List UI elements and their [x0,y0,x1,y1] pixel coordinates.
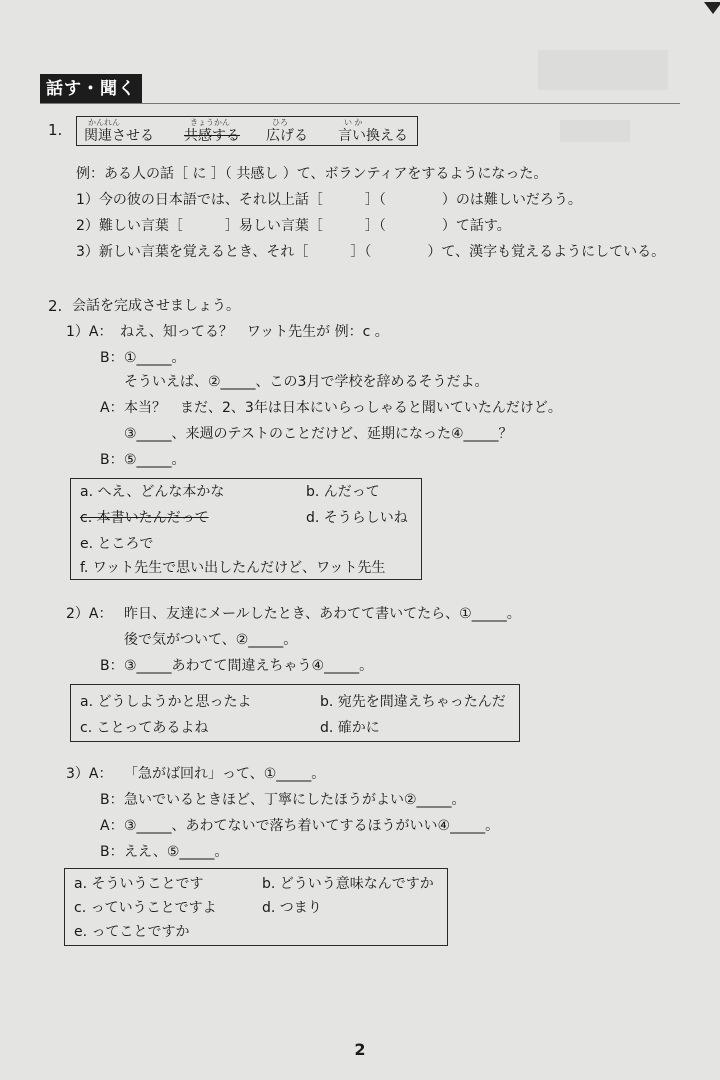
q1-item: 3）新しい言葉を覚えるとき、それ［ ］（ ）て、漢字も覚えるようにしている。 [76,244,666,260]
choice-option: d. つまり [262,900,322,916]
q1-item: 1）今の彼の日本語では、それ以上話［ ］（ ）のは難しいだろう。 [76,192,582,208]
d2-line: 後で気がついて、②_____。 [124,632,298,648]
word-reading: きょうかん [190,118,230,127]
word-choice: 広げる [266,128,308,144]
d3-line: ええ、⑤_____。 [124,844,229,860]
d1-line: ねえ、知ってる？ ワット先生が 例：c 。 [120,324,389,340]
choice-option: e. ってことですか [74,924,190,940]
section-header: 話す・聞く [40,74,142,104]
q1-item: 2）難しい言葉［ ］易しい言葉［ ］（ ）て話す。 [76,218,511,234]
d1-line: ③_____、来週のテストのことだけど、延期になった④_____？ [124,426,513,442]
d1-speaker: 1）A： [66,324,113,340]
choice-option: a. そういうことです [74,876,204,892]
d1-speaker: A： [100,400,124,416]
d2-line: 昨日、友達にメールしたとき、あわてて書いてたら、①_____。 [124,606,521,622]
d2-speaker: B： [100,658,124,674]
choice-option: c. っていうことですよ [74,900,217,916]
bleed-through-block [560,120,630,142]
d1-line: ⑤_____。 [124,452,186,468]
q2-instruction: 会話を完成させましょう。 [72,298,240,314]
d3-line: ③_____、あわてないで落ち着いてするほうがいい④_____。 [124,818,500,834]
choice-option: b. どういう意味なんですか [262,876,434,892]
d3-speaker: 3）A： [66,766,113,782]
d3-line: 急いでいるときほど、丁寧にしたほうがよい②_____。 [124,792,466,808]
d2-speaker: 2）A： [66,606,113,622]
choice-option: a. どうしようかと思ったよ [80,694,252,710]
corner-marker-icon [704,2,720,14]
choice-option: b. 宛先を間違えちゃったんだ [320,694,506,710]
q2-number: 2. [48,297,63,315]
d3-speaker: B： [100,792,124,808]
word-reading: ひろ [272,118,288,127]
word-reading: かんれん [88,118,120,127]
word-choice: 言い換える [338,128,408,144]
page-number: 2 [354,1040,366,1059]
choice-option: b. んだって [306,484,380,500]
d1-speaker: B： [100,350,124,366]
choice-option: c. ことってあるよね [80,720,209,736]
q1-example: 例：ある人の話［ に ］（ 共感し ）て、ボランティアをするようになった。 [76,166,548,182]
d1-line: 本当？ まだ、2、3年は日本にいらっしゃると聞いていたんだけど。 [124,400,562,416]
header-rule [40,103,680,104]
q1-number: 1. [48,121,63,139]
choice-option-used: c. 本書いたんだって [80,510,209,526]
choice-option: e. ところで [80,536,154,552]
bleed-through-block [538,50,668,90]
d3-line: 「急がば回れ」って、①_____。 [124,766,326,782]
d3-speaker: B： [100,844,124,860]
d2-line: ③_____あわてて間違えちゃう④_____。 [124,658,374,674]
choice-option: a. へえ、どんな本かな [80,484,225,500]
word-reading: い か [344,118,363,127]
d1-speaker: B： [100,452,124,468]
word-choice: 関連させる [84,128,154,144]
d1-line: ①_____。 [124,350,186,366]
choice-option: d. そうらしいね [306,510,408,526]
choice-option: f. ワット先生で思い出したんだけど、ワット先生 [80,560,386,576]
word-choice-used: 共感する [184,128,240,144]
d3-speaker: A： [100,818,124,834]
choice-option: d. 確かに [320,720,380,736]
d1-line: そういえば、②_____、この3月で学校を辞めるそうだよ。 [124,374,489,390]
